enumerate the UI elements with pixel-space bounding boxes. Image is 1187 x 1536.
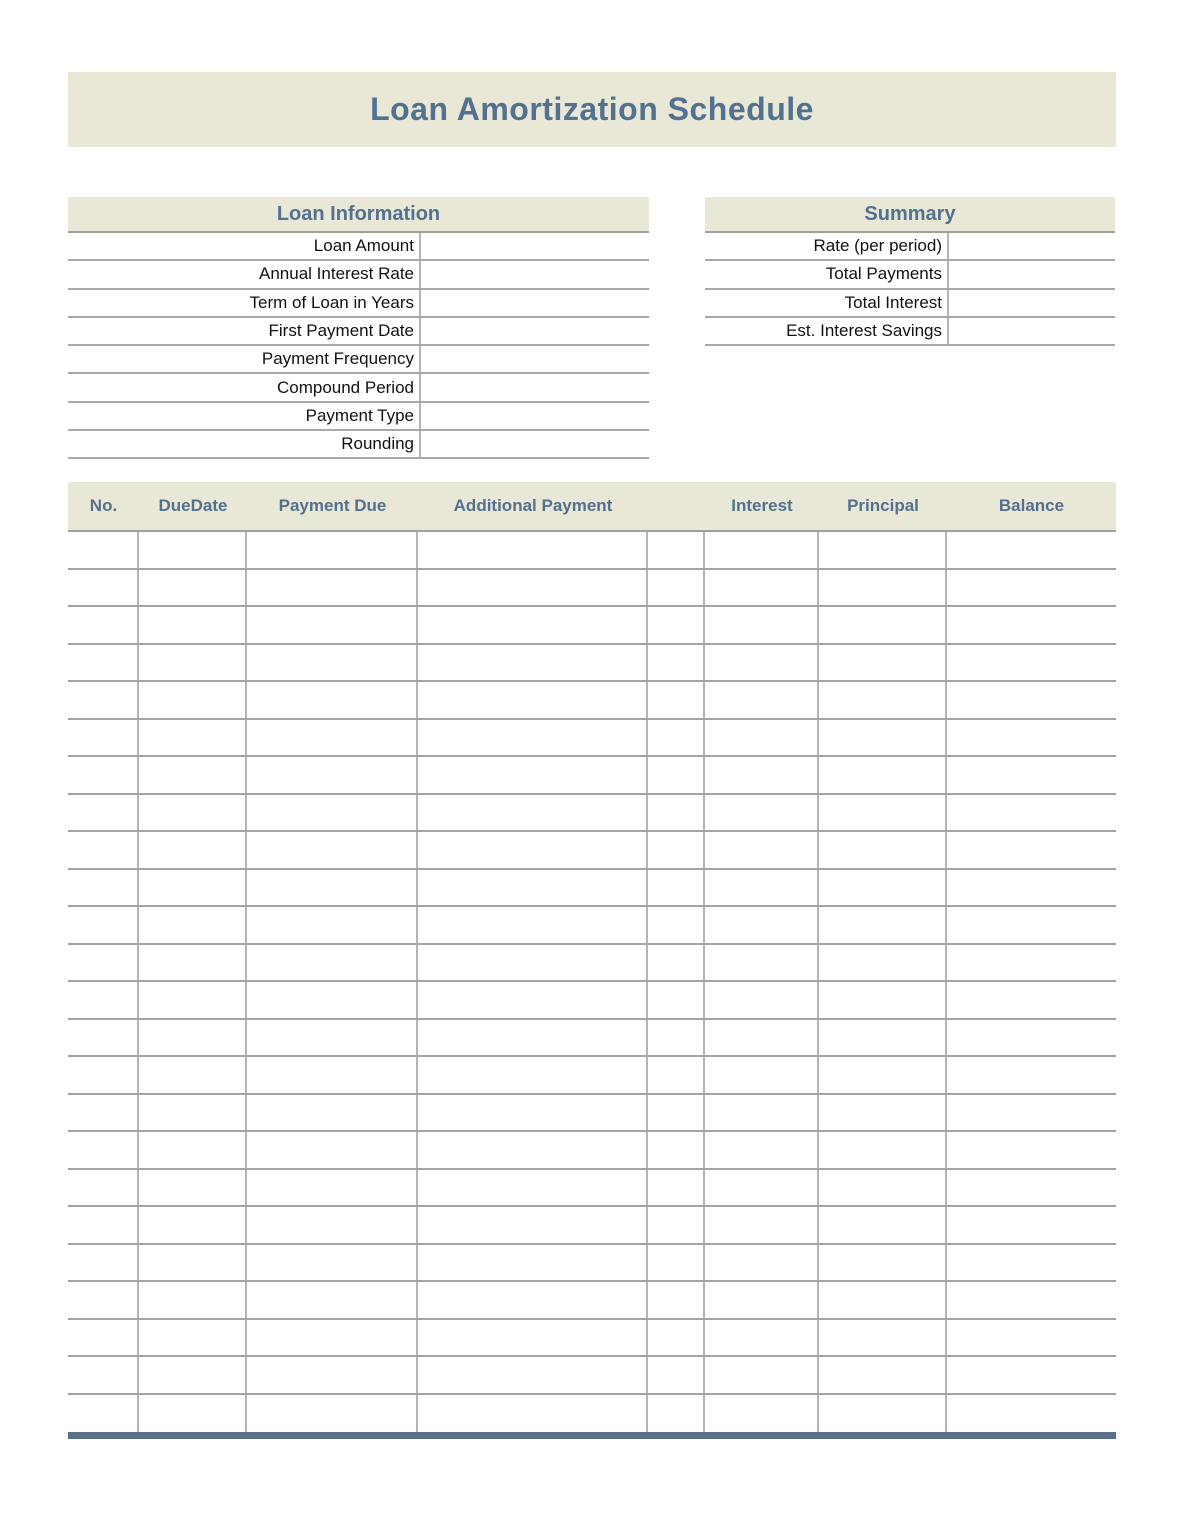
table-cell[interactable] [819,720,947,756]
summary-title: Summary [864,202,956,225]
table-cell[interactable] [418,720,648,756]
table-cell[interactable] [418,1207,648,1243]
table-cell[interactable] [68,982,139,1018]
column-header-duedate: DueDate [158,496,228,515]
table-cell[interactable] [947,1170,1116,1206]
table-cell[interactable] [648,907,705,943]
table-cell[interactable] [705,532,819,568]
table-cell[interactable] [705,832,819,868]
table-cell[interactable] [705,1245,819,1281]
summary-field-label: Total Interest [844,292,942,312]
loan-info-field-row [68,261,649,289]
table-cell[interactable] [648,1395,705,1433]
table-cell[interactable] [68,795,139,831]
loan-info-field-label: Term of Loan in Years [249,292,414,312]
summary-field-value-cell[interactable] [947,290,1115,316]
table-cell[interactable] [648,1057,705,1093]
table-cell[interactable] [139,1020,247,1056]
table-cell[interactable] [418,1245,648,1281]
table-cell[interactable] [139,607,247,643]
table-cell[interactable] [947,1020,1116,1056]
summary-section [705,197,1115,346]
table-cell[interactable] [947,1282,1116,1318]
table-cell[interactable] [139,1132,247,1168]
table-cell[interactable] [705,720,819,756]
table-cell[interactable] [947,1207,1116,1243]
loan-information-section [68,197,649,459]
table-cell[interactable] [139,1170,247,1206]
summary-header [705,197,1115,233]
table-cell[interactable] [418,982,648,1018]
table-row [68,1170,1116,1208]
table-cell[interactable] [819,907,947,943]
summary-field-row [705,233,1115,261]
table-cell[interactable] [648,645,705,681]
loan-info-field-value-cell[interactable] [419,346,649,372]
table-cell[interactable] [139,1245,247,1281]
table-cell[interactable] [247,720,418,756]
table-cell[interactable] [68,870,139,906]
table-cell[interactable] [139,832,247,868]
table-cell[interactable] [247,1020,418,1056]
schedule-table-header [68,482,1116,532]
table-cell[interactable] [68,1132,139,1168]
table-cell[interactable] [418,1132,648,1168]
table-cell[interactable] [139,1357,247,1393]
table-cell[interactable] [418,570,648,606]
table-cell[interactable] [947,907,1116,943]
summary-fields [705,233,1115,346]
table-row [68,1395,1116,1433]
table-cell[interactable] [418,757,648,793]
table-row [68,907,1116,945]
table-cell[interactable] [819,795,947,831]
table-cell[interactable] [247,757,418,793]
table-cell[interactable] [648,682,705,718]
table-cell[interactable] [947,870,1116,906]
table-cell[interactable] [418,870,648,906]
table-cell[interactable] [648,945,705,981]
table-cell[interactable] [705,870,819,906]
table-row [68,1245,1116,1283]
table-cell[interactable] [819,645,947,681]
table-cell[interactable] [68,1170,139,1206]
column-header-principal: Principal [847,496,919,515]
table-row [68,1095,1116,1133]
table-cell[interactable] [68,1357,139,1393]
table-cell[interactable] [819,1207,947,1243]
table-cell[interactable] [247,982,418,1018]
table-row [68,870,1116,908]
table-cell[interactable] [705,1282,819,1318]
table-cell[interactable] [705,1357,819,1393]
table-cell[interactable] [648,982,705,1018]
loan-info-field-value-cell[interactable] [419,318,649,344]
loan-info-field-value-cell[interactable] [419,403,649,429]
summary-field-value-cell[interactable] [947,233,1115,259]
table-cell[interactable] [648,1170,705,1206]
table-cell[interactable] [68,1395,139,1433]
table-cell[interactable] [819,870,947,906]
table-row [68,1357,1116,1395]
table-cell[interactable] [705,795,819,831]
table-cell[interactable] [819,982,947,1018]
table-cell[interactable] [819,945,947,981]
table-cell[interactable] [819,1095,947,1131]
loan-information-header [68,197,649,233]
loan-info-field-row [68,374,649,402]
table-cell[interactable] [418,1020,648,1056]
table-cell[interactable] [947,832,1116,868]
table-cell[interactable] [947,1245,1116,1281]
table-cell[interactable] [947,532,1116,568]
table-cell[interactable] [247,832,418,868]
table-cell[interactable] [648,1320,705,1356]
table-cell[interactable] [418,1095,648,1131]
table-cell[interactable] [418,1320,648,1356]
table-cell[interactable] [247,532,418,568]
loan-info-field-row [68,318,649,346]
loan-info-field-label: Annual Interest Rate [259,264,414,284]
table-cell[interactable] [139,945,247,981]
table-cell[interactable] [247,945,418,981]
table-cell[interactable] [648,757,705,793]
loan-information-title: Loan Information [276,202,441,225]
table-cell[interactable] [648,720,705,756]
table-bottom-border [68,1432,1116,1439]
column-header-additional-payment: Additional Payment [453,496,613,515]
loan-info-field-value-cell[interactable] [419,233,649,259]
summary-field-label: Est. Interest Savings [786,321,942,341]
table-cell[interactable] [819,1282,947,1318]
table-row [68,682,1116,720]
loan-information-fields [68,233,649,459]
table-cell[interactable] [648,532,705,568]
column-header-blank [648,482,705,530]
table-cell[interactable] [648,870,705,906]
table-cell[interactable] [418,945,648,981]
table-cell[interactable] [68,532,139,568]
table-cell[interactable] [139,757,247,793]
table-cell[interactable] [705,645,819,681]
table-cell[interactable] [705,1170,819,1206]
table-cell[interactable] [247,1207,418,1243]
table-cell[interactable] [648,795,705,831]
table-cell[interactable] [68,607,139,643]
table-cell[interactable] [705,1057,819,1093]
table-cell[interactable] [648,607,705,643]
page-title-band [68,72,1116,147]
table-cell[interactable] [247,1057,418,1093]
table-cell[interactable] [247,1245,418,1281]
table-row [68,607,1116,645]
table-cell[interactable] [819,1132,947,1168]
table-cell[interactable] [68,682,139,718]
table-cell[interactable] [819,1320,947,1356]
table-cell[interactable] [819,1057,947,1093]
table-cell[interactable] [247,870,418,906]
table-cell[interactable] [247,645,418,681]
table-cell[interactable] [68,1320,139,1356]
table-cell[interactable] [947,1357,1116,1393]
table-cell[interactable] [947,1057,1116,1093]
table-cell[interactable] [139,720,247,756]
table-cell[interactable] [418,795,648,831]
table-cell[interactable] [418,1357,648,1393]
table-cell[interactable] [139,682,247,718]
table-cell[interactable] [247,795,418,831]
table-cell[interactable] [68,1245,139,1281]
loan-info-field-label: Payment Frequency [261,349,414,369]
loan-info-field-label: First Payment Date [268,321,414,341]
table-cell[interactable] [648,1020,705,1056]
table-cell[interactable] [819,532,947,568]
table-cell[interactable] [705,982,819,1018]
table-cell[interactable] [139,1282,247,1318]
table-cell[interactable] [139,645,247,681]
table-cell[interactable] [947,945,1116,981]
table-row [68,945,1116,983]
table-row [68,1320,1116,1358]
table-cell[interactable] [247,607,418,643]
loan-info-field-label: Rounding [341,434,414,454]
table-cell[interactable] [139,532,247,568]
table-cell[interactable] [68,945,139,981]
table-cell[interactable] [139,870,247,906]
table-cell[interactable] [247,1170,418,1206]
table-cell[interactable] [247,1395,418,1433]
table-cell[interactable] [139,570,247,606]
table-cell[interactable] [648,1132,705,1168]
summary-field-value-cell[interactable] [947,261,1115,287]
table-cell[interactable] [648,832,705,868]
table-cell[interactable] [819,757,947,793]
table-cell[interactable] [705,1095,819,1131]
table-cell[interactable] [247,682,418,718]
table-cell[interactable] [705,757,819,793]
table-cell[interactable] [705,1207,819,1243]
table-cell[interactable] [705,1132,819,1168]
table-cell[interactable] [648,1245,705,1281]
table-cell[interactable] [648,570,705,606]
table-cell[interactable] [139,1057,247,1093]
table-cell[interactable] [418,1057,648,1093]
table-cell[interactable] [418,1395,648,1433]
table-cell[interactable] [705,1395,819,1433]
summary-field-value-cell[interactable] [947,318,1115,344]
table-cell[interactable] [705,1320,819,1356]
table-cell[interactable] [247,570,418,606]
table-cell[interactable] [648,1095,705,1131]
table-cell[interactable] [819,1245,947,1281]
table-cell[interactable] [819,1020,947,1056]
loan-info-field-value-cell[interactable] [419,374,649,400]
table-row [68,720,1116,758]
table-cell[interactable] [819,1170,947,1206]
table-row [68,645,1116,683]
table-row [68,1020,1116,1058]
table-cell[interactable] [418,645,648,681]
loan-info-field-value-cell[interactable] [419,431,649,457]
table-cell[interactable] [418,532,648,568]
schedule-table-body [68,532,1116,1432]
table-cell[interactable] [68,1057,139,1093]
table-cell[interactable] [418,907,648,943]
table-cell[interactable] [819,1357,947,1393]
table-row [68,832,1116,870]
table-cell[interactable] [68,1020,139,1056]
table-cell[interactable] [819,1395,947,1433]
table-cell[interactable] [247,1095,418,1131]
table-cell[interactable] [947,757,1116,793]
table-cell[interactable] [247,1282,418,1318]
table-cell[interactable] [947,607,1116,643]
summary-field-row [705,261,1115,289]
table-cell[interactable] [68,1095,139,1131]
table-cell[interactable] [139,1207,247,1243]
loan-info-field-label: Payment Type [305,405,414,425]
page-title: Loan Amortization Schedule [370,91,814,127]
loan-info-field-row [68,403,649,431]
table-row [68,795,1116,833]
table-cell[interactable] [648,1357,705,1393]
table-cell[interactable] [705,1020,819,1056]
column-header-balance: Balance [998,496,1065,515]
table-cell[interactable] [947,1395,1116,1433]
table-cell[interactable] [947,1320,1116,1356]
table-cell[interactable] [68,1282,139,1318]
loan-info-field-row [68,431,649,459]
table-cell[interactable] [947,1095,1116,1131]
summary-field-label: Rate (per period) [813,236,942,256]
table-cell[interactable] [819,570,947,606]
table-cell[interactable] [247,907,418,943]
table-cell[interactable] [139,795,247,831]
table-cell[interactable] [705,682,819,718]
table-cell[interactable] [418,607,648,643]
loan-info-field-row [68,290,649,318]
table-row [68,532,1116,570]
table-cell[interactable] [139,1395,247,1433]
table-cell[interactable] [947,720,1116,756]
table-cell[interactable] [68,645,139,681]
table-cell[interactable] [139,982,247,1018]
table-cell[interactable] [139,1095,247,1131]
table-cell[interactable] [819,832,947,868]
table-cell[interactable] [68,1207,139,1243]
table-cell[interactable] [418,832,648,868]
table-cell[interactable] [139,907,247,943]
column-header-payment-due: Payment Due [278,496,387,515]
table-cell[interactable] [947,645,1116,681]
loan-info-field-row [68,346,649,374]
table-cell[interactable] [947,682,1116,718]
table-cell[interactable] [247,1357,418,1393]
table-cell[interactable] [247,1132,418,1168]
table-cell[interactable] [247,1320,418,1356]
table-cell[interactable] [418,1170,648,1206]
table-cell[interactable] [139,1320,247,1356]
table-cell[interactable] [68,570,139,606]
table-cell[interactable] [819,682,947,718]
summary-field-row [705,290,1115,318]
table-row [68,1207,1116,1245]
table-cell[interactable] [705,607,819,643]
table-row [68,1132,1116,1170]
table-cell[interactable] [947,982,1116,1018]
table-cell[interactable] [68,757,139,793]
table-cell[interactable] [947,1132,1116,1168]
table-cell[interactable] [648,1282,705,1318]
table-cell[interactable] [705,945,819,981]
table-cell[interactable] [947,570,1116,606]
table-row [68,570,1116,608]
table-row [68,1057,1116,1095]
table-cell[interactable] [705,570,819,606]
table-cell[interactable] [68,720,139,756]
table-row [68,757,1116,795]
loan-info-field-row [68,233,649,261]
table-cell[interactable] [418,1282,648,1318]
table-cell[interactable] [648,1207,705,1243]
table-row [68,1282,1116,1320]
table-cell[interactable] [705,907,819,943]
loan-info-field-label: Loan Amount [313,236,414,256]
table-cell[interactable] [68,832,139,868]
table-cell[interactable] [68,907,139,943]
summary-field-row [705,318,1115,346]
table-cell[interactable] [947,795,1116,831]
column-header-no: No. [89,496,118,515]
table-cell[interactable] [418,682,648,718]
loan-info-field-label: Compound Period [276,377,414,397]
column-header-interest: Interest [731,496,793,515]
loan-info-field-value-cell[interactable] [419,261,649,287]
summary-field-label: Total Payments [825,264,942,284]
table-cell[interactable] [819,607,947,643]
table-row [68,982,1116,1020]
loan-info-field-value-cell[interactable] [419,290,649,316]
